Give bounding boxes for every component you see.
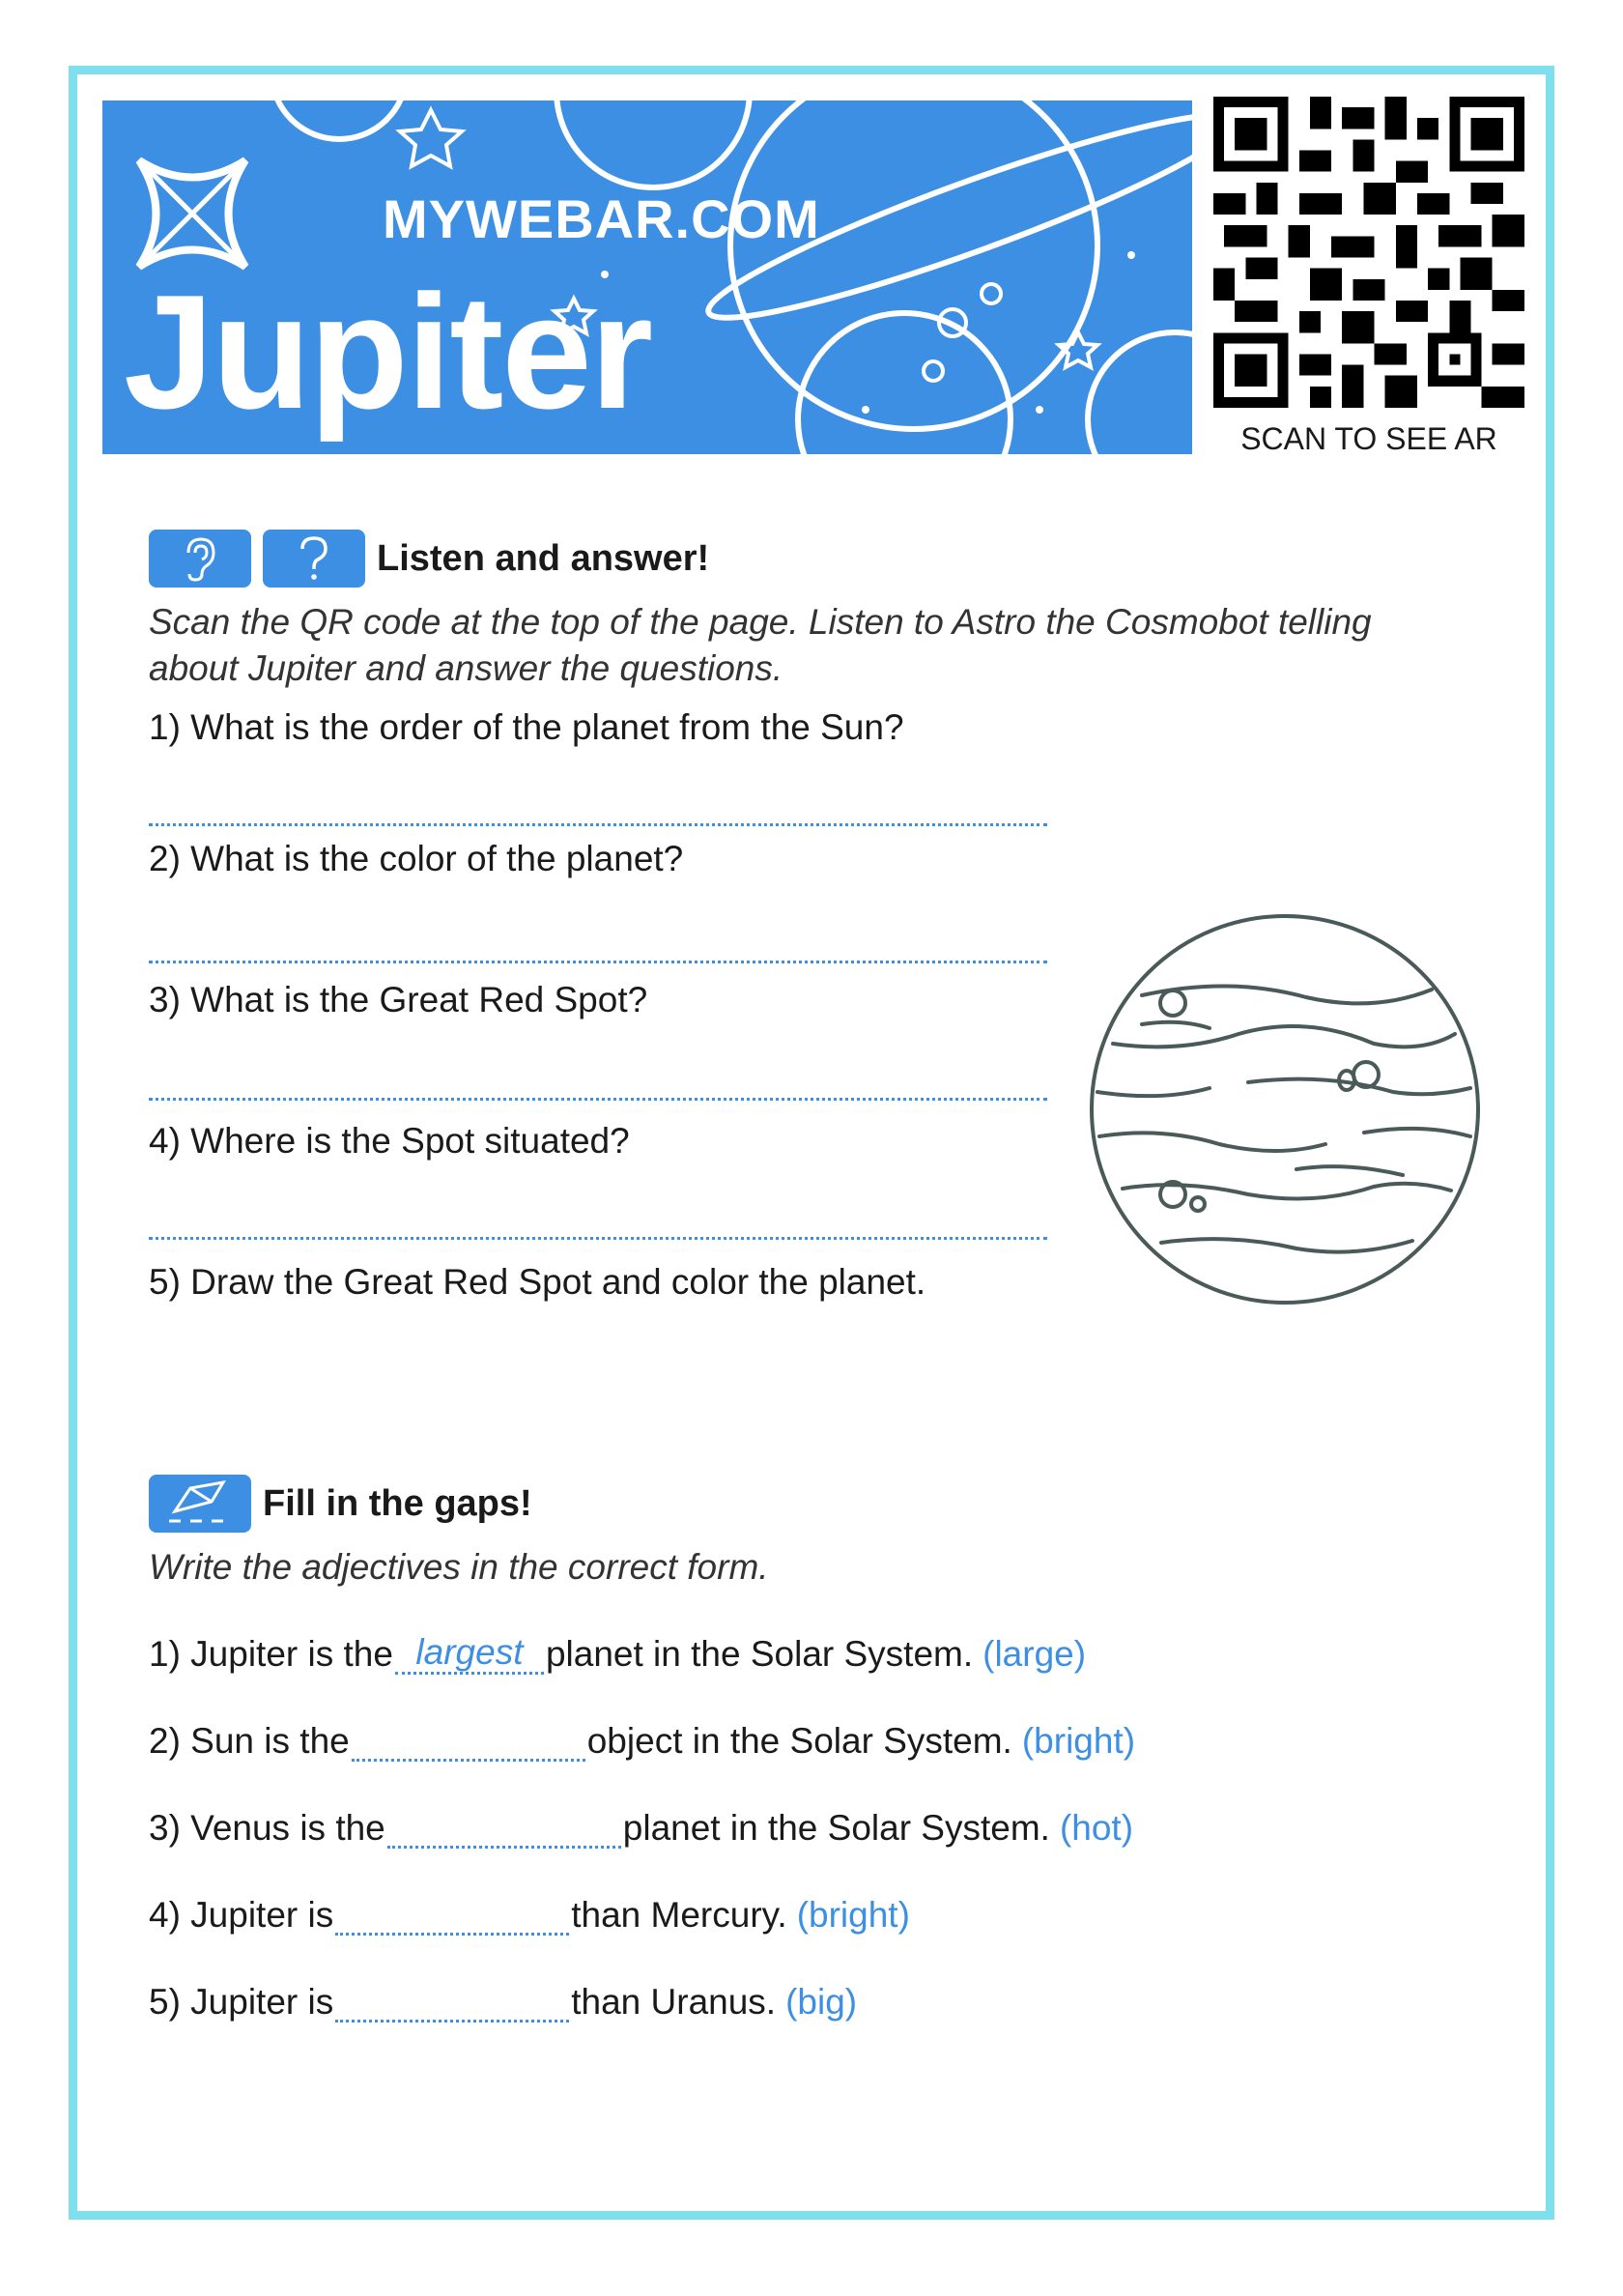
listen-instruction: Scan the QR code at the top of the page. Listen to Astro the Cosmobot telling about Jupiter and answer the questions. [149,602,1372,688]
page-title: Jupiter [124,261,652,443]
listen-section-heading [149,530,709,588]
gap-sentence-end: planet in the Solar System. [622,1808,1050,1848]
gap-sentence-start: 4) Jupiter is [149,1895,334,1935]
jupiter-illustration [1084,908,1486,1310]
question-3: 3) What is the Great Red Spot? [149,980,648,1019]
answer-line-2[interactable] [149,961,1047,963]
gap-sentence-start: 2) Sun is the [149,1721,350,1761]
question-mark-icon [297,535,331,582]
ear-badge [149,530,251,588]
question-5: 5) Draw the Great Red Spot and color the planet. [149,1262,926,1302]
answer-line-3[interactable] [149,1098,1047,1101]
ear-icon [181,535,219,582]
pen-writing-icon [161,1478,239,1529]
brand-name: MYWEBAR.COM [383,188,820,249]
question-2: 2) What is the color of the planet? [149,839,684,878]
gap-answer-field[interactable] [352,1720,585,1762]
question-badge [263,530,365,588]
gap-sentence-end: object in the Solar System. [586,1721,1012,1761]
question-1: 1) What is the order of the planet from the Sun? [149,707,904,747]
gap-sentence-end: planet in the Solar System. [545,1634,974,1674]
gaps-instruction: Write the adjectives in the correct form. [149,1547,769,1587]
gap-sentence-start: 5) Jupiter is [149,1982,334,2022]
gaps-heading: Fill in the gaps! [263,1482,532,1524]
qr-caption: SCAN TO SEE AR [1240,421,1497,456]
gap-sentence-start: 3) Venus is the [149,1808,385,1848]
gap-answer-field[interactable]: largest [395,1633,544,1675]
gap-hint: (big) [785,1982,858,2022]
gap-sentence-2 [149,1720,1135,1762]
gap-sentence-3 [149,1807,1133,1849]
gap-sentence-start: 1) Jupiter is the [149,1634,393,1674]
gap-answer-field[interactable] [335,1981,569,2023]
question-4: 4) Where is the Spot situated? [149,1121,630,1161]
gap-sentence-5 [149,1981,857,2023]
gap-sentence-end: than Mercury. [571,1895,787,1935]
gap-answer-field[interactable] [335,1894,569,1936]
gap-sentence-4 [149,1894,910,1936]
gap-sentence-1 [149,1633,1086,1675]
answer-line-1[interactable] [149,823,1047,826]
gap-hint: (bright) [1021,1721,1136,1761]
pen-badge [149,1475,251,1533]
gap-sentence-end: than Uranus. [571,1982,777,2022]
gap-hint: (bright) [796,1895,910,1935]
gap-answer-field[interactable] [387,1807,621,1849]
gap-hint: (large) [982,1634,1087,1674]
header-banner [102,100,1192,454]
listen-heading: Listen and answer! [377,537,710,579]
answer-line-4[interactable] [149,1237,1047,1240]
qr-code[interactable] [1213,97,1524,408]
gap-hint: (hot) [1059,1808,1134,1848]
mywebar-logo-icon [129,151,255,276]
gaps-section-heading [149,1475,532,1533]
